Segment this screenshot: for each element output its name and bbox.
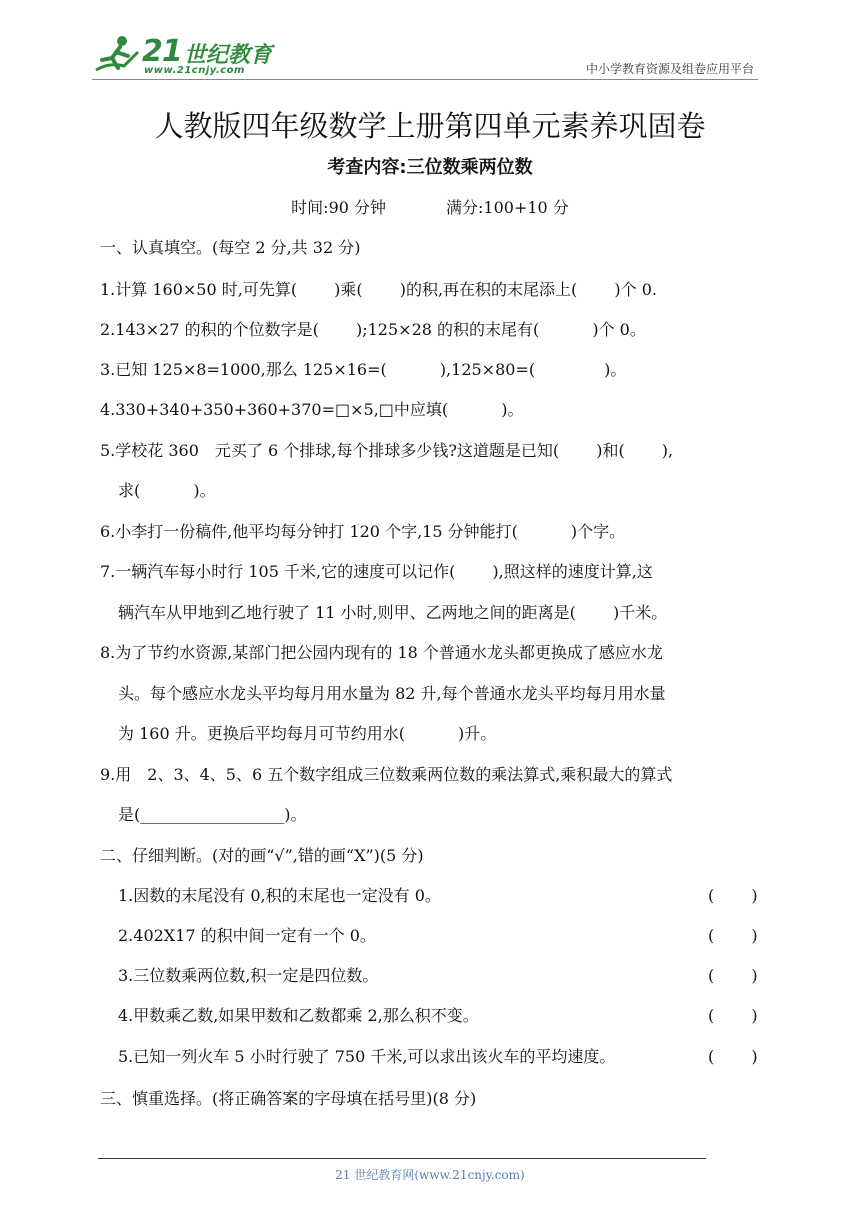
logo-number: 21 [142, 34, 182, 69]
question-line: 2.143×27 的积的个位数字是( );125×28 的积的末尾有( )个 0。 [100, 320, 646, 339]
question-line: 4.330+340+350+360+370=□×5,□中应填( )。 [100, 400, 524, 419]
footer-text: 21 世纪教育网(www.21cnjy.com) [335, 1168, 525, 1182]
logo-url: www.21cnjy.com [144, 65, 245, 76]
answer-blank[interactable]: ( ) [708, 966, 758, 985]
footer-divider [98, 1158, 706, 1159]
logo-text: 世纪教育 [184, 43, 273, 68]
judge-item: 3.三位数乘两位数,积一定是四位数。 [118, 966, 379, 985]
exam-score: 满分:100+10 分 [446, 198, 569, 217]
page-subtitle: 考查内容:三位数乘两位数 [327, 157, 533, 178]
answer-blank[interactable]: ( ) [708, 1047, 758, 1066]
runner-logo-icon [92, 32, 142, 82]
question-line: 头。每个感应水龙头平均每月用水量为 82 升,每个普通水龙头平均每月用水量 [118, 684, 666, 703]
question-line: 1.计算 160×50 时,可先算( )乘( )的积,再在积的末尾添上( )个 0. [100, 280, 657, 299]
judge-item: 1.因数的末尾没有 0,积的末尾也一定没有 0。 [118, 886, 441, 905]
question-line: 5.学校花 360 元买了 6 个排球,每个排球多少钱?这道题是已知( )和( ), [100, 441, 674, 460]
judge-item: 5.已知一列火车 5 小时行驶了 750 千米,可以求出该火车的平均速度。 [118, 1047, 616, 1066]
question-line: 6.小李打一份稿件,他平均每分钟打 120 个字,15 分钟能打( )个字。 [100, 522, 626, 541]
question-line: 3.已知 125×8=1000,那么 125×16=( ),125×80=( )。 [100, 360, 627, 379]
page-title: 人教版四年级数学上册第四单元素养巩固卷 [154, 109, 706, 143]
question-line: 7.一辆汽车每小时行 105 千米,它的速度可以记作( ),照这样的速度计算,这 [100, 562, 653, 581]
question-line: 辆汽车从甲地到乙地行驶了 11 小时,则甲、乙两地之间的距离是( )千米。 [118, 603, 668, 622]
question-line: 求( )。 [118, 481, 216, 500]
platform-name: 中小学教育资源及组卷应用平台 [585, 62, 754, 76]
question-line: 9.用 2、3、4、5、6 五个数字组成三位数乘两位数的乘法算式,乘积最大的算式 [100, 765, 673, 784]
judge-item: 4.甲数乘乙数,如果甲数和乙数都乘 2,那么积不变。 [118, 1006, 479, 1025]
question-line: 8.为了节约水资源,某部门把公园内现有的 18 个普通水龙头都更换成了感应水龙 [100, 643, 663, 662]
answer-blank[interactable]: ( ) [708, 886, 758, 905]
answer-blank[interactable]: ( ) [708, 1006, 758, 1025]
judge-item: 2.402X17 的积中间一定有一个 0。 [118, 926, 376, 945]
answer-blank[interactable]: ( ) [708, 926, 758, 945]
header-divider [92, 79, 758, 80]
question-line: 为 160 升。更换后平均每月可节约用水( )升。 [118, 724, 497, 743]
section-heading: 二、仔细判断。(对的画“√”,错的画“X”)(5 分) [100, 846, 424, 865]
section-heading: 三、慎重选择。(将正确答案的字母填在括号里)(8 分) [100, 1089, 477, 1108]
exam-time: 时间:90 分钟 [291, 198, 387, 217]
exam-info [0, 195, 860, 218]
question-line: 是(__________________)。 [118, 805, 307, 824]
logo [92, 30, 273, 82]
section-heading: 一、认真填空。(每空 2 分,共 32 分) [100, 238, 361, 257]
